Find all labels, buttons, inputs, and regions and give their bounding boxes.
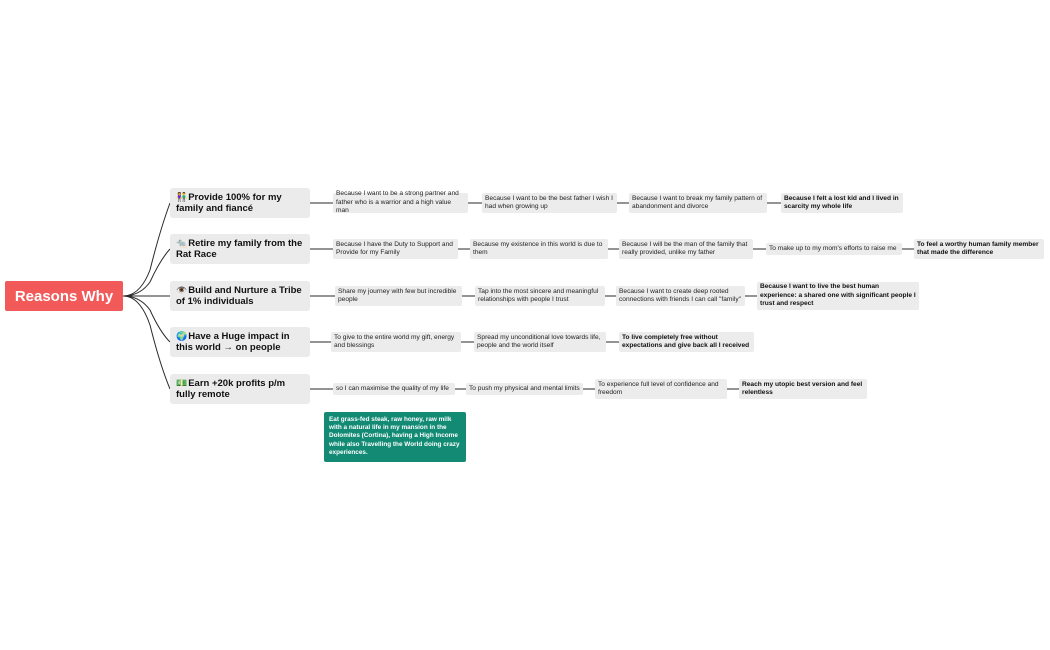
reason-node[interactable]: Because I want to be a strong partner and father who is a warrior and a high value man xyxy=(333,193,468,213)
final-reason-node[interactable]: Because I felt a lost kid and I lived in scarcity my whole life xyxy=(781,193,903,213)
root-node[interactable]: Reasons Why xyxy=(5,281,123,311)
branch-label: Retire my family from the Rat Race xyxy=(176,237,303,260)
reason-node[interactable]: To give to the entire world my gift, energy and blessings xyxy=(331,332,461,352)
reason-node[interactable]: To experience full level of confidence and freedom xyxy=(595,379,727,399)
branch-label: Provide 100% for my family and fiancé xyxy=(176,191,282,214)
final-reason-node[interactable]: To feel a worthy human family member that made the difference xyxy=(914,239,1044,259)
couple-icon: 👫 xyxy=(176,191,188,202)
branch-huge-impact[interactable] xyxy=(170,327,310,357)
connector-root-branch-4 xyxy=(123,296,170,389)
reason-node[interactable]: Spread my unconditional love towards life, people and the world itself xyxy=(474,332,606,352)
reason-node[interactable]: Because I want to break my family pattern of abandonment and divorce xyxy=(629,193,767,213)
reason-node[interactable]: Because I want to create deep rooted connections with friends I can call "family" xyxy=(616,286,745,306)
reason-node[interactable]: To make up to my mom's efforts to raise me xyxy=(766,243,902,255)
reason-node[interactable]: so I can maximise the quality of my life xyxy=(333,383,455,395)
branch-earn-profits[interactable] xyxy=(170,374,310,404)
branch-retire-family[interactable] xyxy=(170,234,310,264)
branch-label: Build and Nurture a Tribe of 1% individuals xyxy=(176,284,302,307)
connector-root-branch-1 xyxy=(123,249,170,296)
reason-node[interactable]: Because I want to be the best father I wish I had when growing up xyxy=(482,193,617,213)
money-icon: 💵 xyxy=(176,377,188,388)
branch-provide-family[interactable] xyxy=(170,188,310,218)
rat-icon: 🐀 xyxy=(176,237,188,248)
connector-root-branch-0 xyxy=(123,203,170,296)
vision-note[interactable]: Eat grass-fed steak, raw honey, raw milk with a natural life in my mansion in the Dolomites (Cortina), having a High Income while also Travelling the World doing crazy experiences. xyxy=(324,412,466,462)
final-reason-node[interactable]: To live completely free without expectations and give back all I received xyxy=(619,332,754,352)
reason-node[interactable]: To push my physical and mental limits xyxy=(466,383,583,395)
reason-node[interactable]: Because I have the Duty to Support and Provide for my Family xyxy=(333,239,458,259)
reason-node[interactable]: Tap into the most sincere and meaningful relationships with people I trust xyxy=(475,286,605,306)
reason-node[interactable]: Because I will be the man of the family that really provided, unlike my father xyxy=(619,239,753,259)
final-reason-node[interactable]: Reach my utopic best version and feel relentless xyxy=(739,379,867,399)
connector-root-branch-3 xyxy=(123,296,170,342)
reason-node[interactable]: Because my existence in this world is due to them xyxy=(470,239,608,259)
eye-icon: 👁️ xyxy=(176,284,188,295)
final-reason-node[interactable]: Because I want to live the best human experience: a shared one with significant people I trust and respect xyxy=(757,282,919,310)
branch-build-tribe[interactable] xyxy=(170,281,310,311)
globe-icon: 🌍 xyxy=(176,330,188,341)
reason-node[interactable]: Share my journey with few but incredible people xyxy=(335,286,462,306)
branch-label: Earn +20k profits p/m fully remote xyxy=(176,377,286,400)
branch-label: Have a Huge impact in this world → on people xyxy=(176,330,290,353)
